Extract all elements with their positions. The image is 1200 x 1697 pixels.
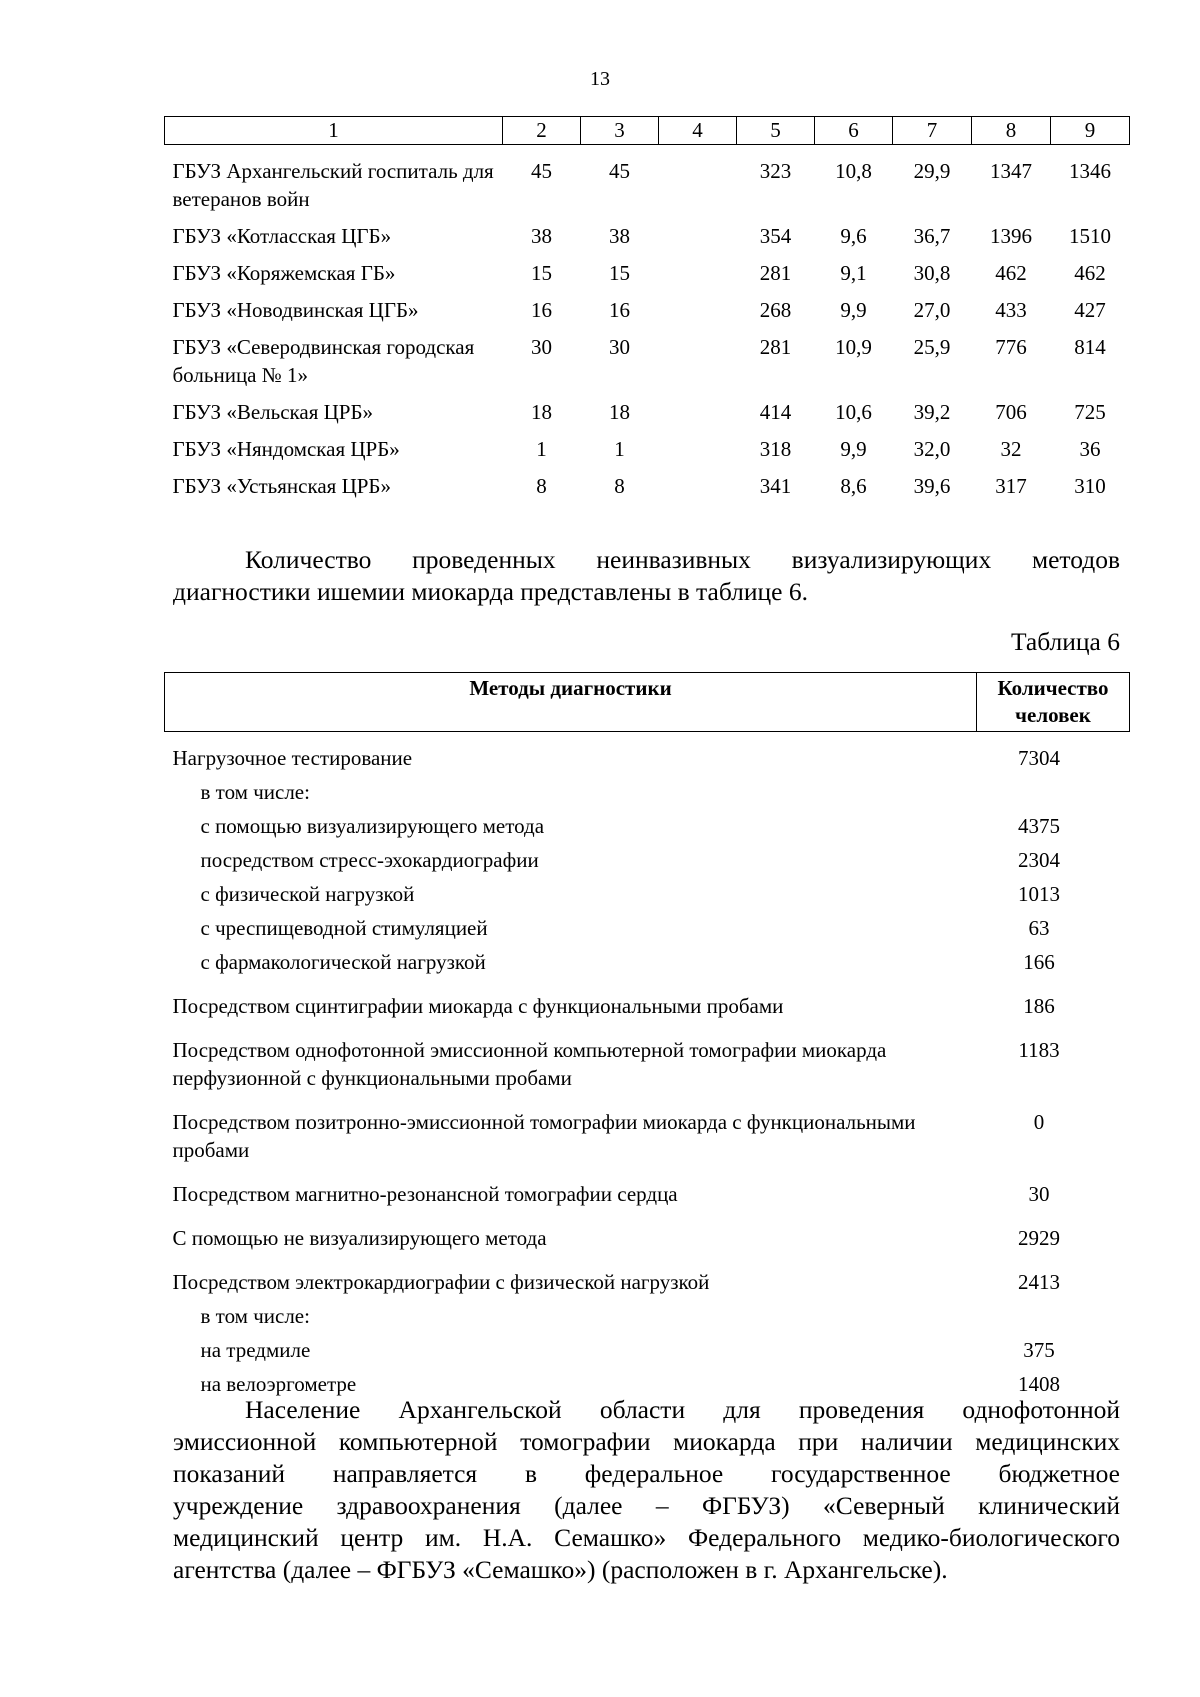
hospitals-table-header bbox=[165, 117, 1130, 145]
table-cell: 354 bbox=[759, 224, 792, 248]
table-cell: 8 bbox=[614, 474, 625, 498]
table-row bbox=[165, 1214, 1130, 1258]
table-cell: 341 bbox=[759, 474, 792, 498]
table-cell: 16 bbox=[531, 298, 552, 322]
paragraph-line: эмиссионной компьютерной томографии миокарда при наличии медицинских bbox=[173, 1427, 1120, 1456]
method-name: Посредством однофотонной эмиссионной компьютерной томографии миокарда перфузионной с функциональными пробами bbox=[172, 1038, 887, 1090]
people-count: 1013 bbox=[1018, 882, 1060, 906]
table-row bbox=[165, 1098, 1130, 1170]
people-count: 375 bbox=[1023, 1338, 1055, 1362]
table-row bbox=[165, 222, 1130, 259]
paragraph-line: Количество проведенных неинвазивных визуализирующих методов bbox=[245, 545, 1120, 574]
people-count: 0 bbox=[1033, 1110, 1045, 1134]
table-cell: 18 bbox=[609, 400, 630, 424]
table-cell bbox=[659, 259, 737, 296]
table-cell: 32 bbox=[1000, 437, 1022, 461]
table-cell: 776 bbox=[995, 335, 1027, 359]
people-count: 4375 bbox=[1018, 814, 1060, 838]
table-cell: 9,1 bbox=[840, 261, 867, 285]
table-row bbox=[165, 914, 1130, 948]
paragraph-line: медицинский центр им. Н.А. Семашко» Федерального медико-биологического bbox=[173, 1523, 1120, 1552]
table-cell: 1347 bbox=[990, 159, 1032, 183]
table-cell: 1 bbox=[614, 437, 625, 461]
table-cell: 462 bbox=[1074, 261, 1106, 285]
method-name: Нагрузочное тестирование bbox=[172, 746, 413, 770]
method-name: с помощью визуализирующего метода bbox=[200, 814, 545, 838]
table-cell: 427 bbox=[1074, 298, 1106, 322]
table-cell: 38 bbox=[531, 224, 552, 248]
column-number: 2 bbox=[503, 117, 581, 145]
header-count: Количество человек bbox=[977, 673, 1130, 732]
table-cell: 45 bbox=[531, 159, 552, 183]
table-cell: 318 bbox=[759, 437, 792, 461]
column-number: 3 bbox=[581, 117, 659, 145]
people-count bbox=[977, 1302, 1130, 1336]
table-cell: 39,6 bbox=[913, 474, 951, 498]
column-number: 4 bbox=[659, 117, 737, 145]
table-cell bbox=[659, 398, 737, 435]
people-count: 2304 bbox=[1018, 848, 1060, 872]
table-cell: 15 bbox=[609, 261, 630, 285]
table-cell: 433 bbox=[995, 298, 1027, 322]
column-number: 9 bbox=[1051, 117, 1130, 145]
method-name: с физической нагрузкой bbox=[200, 882, 415, 906]
table-row bbox=[165, 1336, 1130, 1370]
table-cell: 30,8 bbox=[913, 261, 951, 285]
table-cell bbox=[659, 333, 737, 398]
table-cell: 30 bbox=[531, 335, 552, 359]
table-row bbox=[165, 435, 1130, 472]
table-cell: 45 bbox=[609, 159, 630, 183]
hospital-name: ГБУЗ «Устьянская ЦРБ» bbox=[172, 474, 391, 498]
table-cell: 16 bbox=[609, 298, 630, 322]
table-cell: 310 bbox=[1074, 474, 1106, 498]
table-row bbox=[165, 259, 1130, 296]
table-row bbox=[165, 398, 1130, 435]
method-name: Посредством магнитно-резонансной томографии сердца bbox=[172, 1182, 678, 1206]
hospital-name: ГБУЗ «Вельская ЦРБ» bbox=[172, 400, 374, 424]
page-number: 13 bbox=[590, 68, 610, 90]
table-cell bbox=[659, 145, 737, 223]
people-count: 1183 bbox=[1018, 1038, 1060, 1062]
table-cell: 10,9 bbox=[835, 335, 872, 359]
table-cell: 281 bbox=[759, 335, 792, 359]
hospital-name: ГБУЗ Архангельский госпиталь для ветеранов войн bbox=[172, 159, 494, 211]
table-cell: 29,9 bbox=[913, 159, 951, 183]
table-cell: 8 bbox=[536, 474, 547, 498]
method-name: в том числе: bbox=[200, 780, 310, 804]
table-cell: 414 bbox=[759, 400, 792, 424]
table-cell: 1510 bbox=[1069, 224, 1111, 248]
column-number: 6 bbox=[815, 117, 893, 145]
method-name: на велоэргометре bbox=[200, 1372, 357, 1396]
table-row bbox=[165, 846, 1130, 880]
people-count: 166 bbox=[1023, 950, 1055, 974]
diagnostics-table-header bbox=[165, 673, 1130, 732]
table-cell: 268 bbox=[759, 298, 792, 322]
table-cell: 18 bbox=[531, 400, 552, 424]
table-cell: 36 bbox=[1079, 437, 1101, 461]
people-count: 63 bbox=[1028, 916, 1050, 940]
method-name: с чреспищеводной стимуляцией bbox=[200, 916, 488, 940]
table-row bbox=[165, 778, 1130, 812]
table-row bbox=[165, 812, 1130, 846]
method-name: Посредством электрокардиографии с физической нагрузкой bbox=[172, 1270, 710, 1294]
column-number: 7 bbox=[893, 117, 972, 145]
table-cell: 15 bbox=[531, 261, 552, 285]
paragraph-line: Население Архангельской области для проведения однофотонной bbox=[245, 1395, 1120, 1424]
table-row bbox=[165, 880, 1130, 914]
table-cell: 9,9 bbox=[840, 437, 867, 461]
table-cell: 9,9 bbox=[840, 298, 867, 322]
table-cell: 27,0 bbox=[913, 298, 951, 322]
hospital-name: ГБУЗ «Коряжемская ГБ» bbox=[172, 261, 396, 285]
paragraph-line: диагностики ишемии миокарда представлены в таблице 6. bbox=[173, 577, 808, 606]
column-number: 8 bbox=[972, 117, 1051, 145]
hospital-name: ГБУЗ «Новодвинская ЦГБ» bbox=[172, 298, 419, 322]
header-methods: Методы диагностики bbox=[165, 673, 977, 732]
table-cell bbox=[659, 435, 737, 472]
closing-paragraph bbox=[173, 1394, 1120, 1586]
table-cell: 1396 bbox=[990, 224, 1032, 248]
method-name: С помощью не визуализирующего метода bbox=[172, 1226, 547, 1250]
intro-paragraph bbox=[173, 544, 1120, 608]
method-name: Посредством сцинтиграфии миокарда с функциональными пробами bbox=[172, 994, 784, 1018]
paragraph-line: показаний направляется в федеральное государственное бюджетное bbox=[173, 1459, 1120, 1488]
method-name: с фармакологической нагрузкой bbox=[200, 950, 486, 974]
table-cell: 38 bbox=[609, 224, 630, 248]
people-count: 2929 bbox=[1018, 1226, 1060, 1250]
table-row bbox=[165, 333, 1130, 398]
method-name: в том числе: bbox=[200, 1304, 310, 1328]
table-cell: 462 bbox=[995, 261, 1027, 285]
paragraph-line: агентства (далее – ФГБУЗ «Семашко») (расположен в г. Архангельске). bbox=[173, 1555, 948, 1584]
column-number: 1 bbox=[165, 117, 503, 145]
table-cell: 30 bbox=[609, 335, 630, 359]
table-row bbox=[165, 1170, 1130, 1214]
table-row bbox=[165, 145, 1130, 223]
table-cell bbox=[659, 472, 737, 509]
method-name: Посредством позитронно-эмиссионной томографии миокарда с функциональными пробами bbox=[172, 1110, 916, 1162]
table-row bbox=[165, 1258, 1130, 1302]
table-cell: 36,7 bbox=[913, 224, 951, 248]
table-cell: 706 bbox=[995, 400, 1027, 424]
table-cell bbox=[659, 222, 737, 259]
table-cell: 323 bbox=[759, 159, 792, 183]
column-number: 5 bbox=[737, 117, 815, 145]
table-cell: 8,6 bbox=[840, 474, 867, 498]
table-cell: 814 bbox=[1074, 335, 1106, 359]
table-cell: 10,6 bbox=[835, 400, 872, 424]
people-count: 1408 bbox=[1018, 1372, 1060, 1396]
table-cell: 10,8 bbox=[835, 159, 872, 183]
table-cell: 39,2 bbox=[913, 400, 951, 424]
paragraph-line: учреждение здравоохранения (далее – ФГБУЗ) «Северный клинический bbox=[173, 1491, 1120, 1520]
people-count: 186 bbox=[1023, 994, 1055, 1018]
table-row bbox=[165, 1302, 1130, 1336]
table-caption: Таблица 6 bbox=[1010, 627, 1120, 656]
table-cell: 9,6 bbox=[840, 224, 867, 248]
hospitals-table bbox=[164, 116, 1130, 509]
hospital-name: ГБУЗ «Северодвинская городская больница № 1» bbox=[172, 335, 475, 387]
table-cell: 725 bbox=[1074, 400, 1106, 424]
table-cell: 1346 bbox=[1069, 159, 1111, 183]
table-row bbox=[165, 982, 1130, 1026]
diagnostics-table bbox=[164, 672, 1130, 1404]
people-count: 7304 bbox=[1018, 746, 1060, 770]
table-cell: 1 bbox=[536, 437, 547, 461]
table-row bbox=[165, 296, 1130, 333]
table-row bbox=[165, 472, 1130, 509]
table-cell: 281 bbox=[759, 261, 792, 285]
people-count: 30 bbox=[1028, 1182, 1050, 1206]
hospital-name: ГБУЗ «Котласская ЦГБ» bbox=[172, 224, 392, 248]
table-cell: 32,0 bbox=[913, 437, 951, 461]
table-cell bbox=[659, 296, 737, 333]
table-row bbox=[165, 948, 1130, 982]
hospital-name: ГБУЗ «Няндомская ЦРБ» bbox=[172, 437, 400, 461]
table-row bbox=[165, 1026, 1130, 1098]
table-row bbox=[165, 732, 1130, 779]
method-name: посредством стресс-эхокардиографии bbox=[200, 848, 539, 872]
method-name: на тредмиле bbox=[200, 1338, 311, 1362]
table-cell: 317 bbox=[995, 474, 1027, 498]
table-cell: 25,9 bbox=[913, 335, 951, 359]
people-count bbox=[977, 778, 1130, 812]
people-count: 2413 bbox=[1018, 1270, 1060, 1294]
